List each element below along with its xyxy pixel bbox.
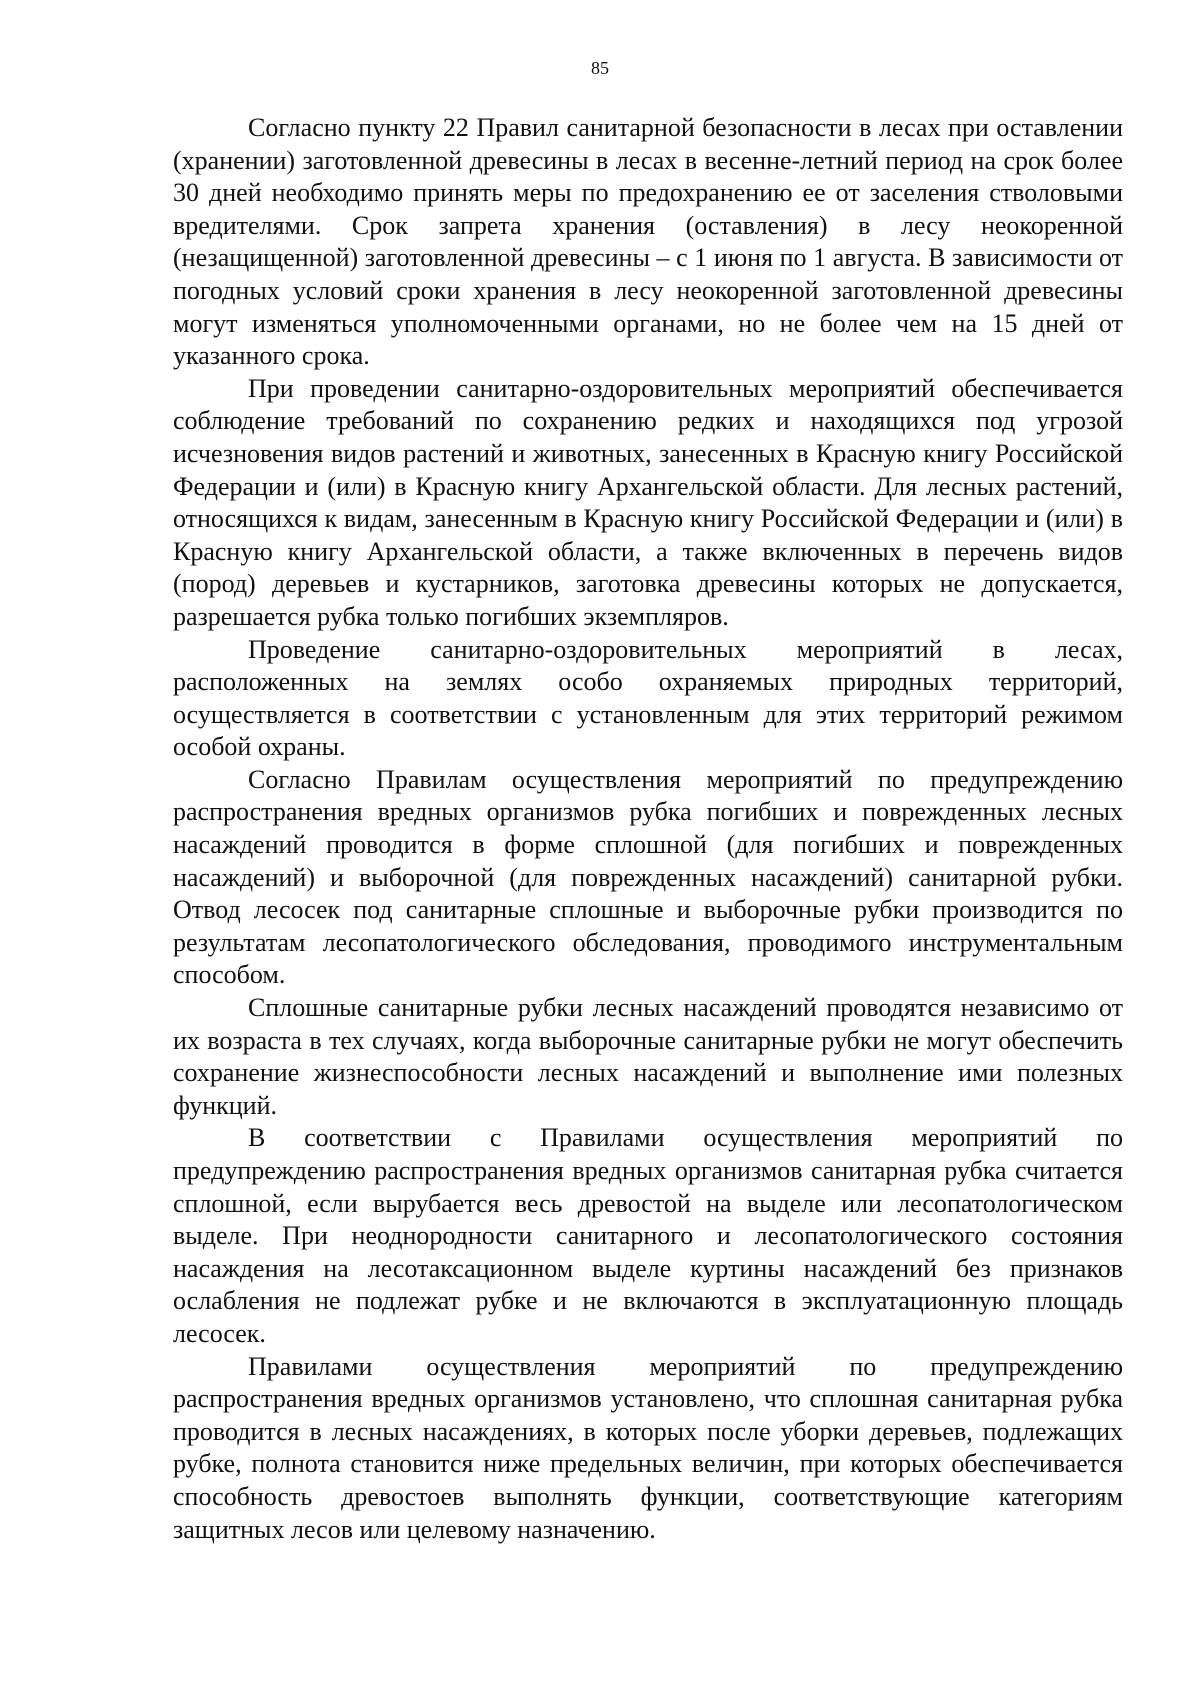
paragraph: При проведении санитарно-оздоровительных мероприятий обеспечивается соблюдение требований по сохранению редких и находящихся под угрозой исчезновения видов растений и животных, занесенных в Красную книгу Российской Федерации и (или) в Красную книгу Архангельской области. Для лесных растений, относящихся к видам, занесенным в Красную книгу Российской Федерации и (или) в Красную книгу Архангельской области, а также включенных в перечень видов (пород) деревьев и кустарников, заготовка древесины которых не допускается, разрешается рубка только погибших экземпляров. <box>173 373 1123 631</box>
paragraph: Правилами осуществления мероприятий по предупреждению распространения вредных организмов установлено, что сплошная санитарная рубка проводится в лесных насаждениях, в которых после уборки деревьев, подлежащих рубке, полнота становится ниже предельных величин, при которых обеспечивается способность древостоев выполнять функции, соответствующие категориям защитных лесов или целевому назначению. <box>173 1351 1123 1544</box>
paragraph: Согласно пункту 22 Правил санитарной безопасности в лесах при оставлении (хранении) заготовленной древесины в лесах в весенне-летний период на срок более 30 дней необходимо принять меры по предохранению ее от заселения стволовыми вредителями. Срок запрета хранения (оставления) в лесу неокоренной (незащищенной) заготовленной древесины – с 1 июня по 1 августа. В зависимости от погодных условий сроки хранения в лесу неокоренной заготовленной древесины могут изменяться уполномоченными органами, но не более чем на 15 дней от указанного срока. <box>173 113 1123 371</box>
paragraph: Согласно Правилам осуществления мероприятий по предупреждению распространения вредных организмов рубка погибших и поврежденных лесных насаждений проводится в форме сплошной (для погибших и поврежденных насаждений) и выборочной (для поврежденных насаждений) санитарной рубки. Отвод лесосек под санитарные сплошные и выборочные рубки производится по результатам лесопатологического обследования, проводимого инструментальным способом. <box>173 764 1123 990</box>
body-text <box>173 112 1123 1546</box>
page-number: 85 <box>591 58 609 78</box>
paragraph: В соответствии с Правилами осуществления мероприятий по предупреждению распространения вредных организмов санитарная рубка считается сплошной, если вырубается весь древостой на выделе или лесопатологическом выделе. При неоднородности санитарного и лесопатологического состояния насаждения на лесотаксационном выделе куртины насаждений без признаков ослабления не подлежат рубке и не включаются в эксплуатационную площадь лесосек. <box>173 1123 1123 1348</box>
paragraph: Проведение санитарно-оздоровительных мероприятий в лесах, расположенных на землях особо охраняемых природных территорий, осуществляется в соответствии с установленным для этих территорий режимом особой охраны. <box>173 634 1123 762</box>
paragraph: Сплошные санитарные рубки лесных насаждений проводятся независимо от их возраста в тех случаях, когда выборочные санитарные рубки не могут обеспечить сохранение жизнеспособности лесных насаждений и выполнение ими полезных функций. <box>173 993 1123 1120</box>
